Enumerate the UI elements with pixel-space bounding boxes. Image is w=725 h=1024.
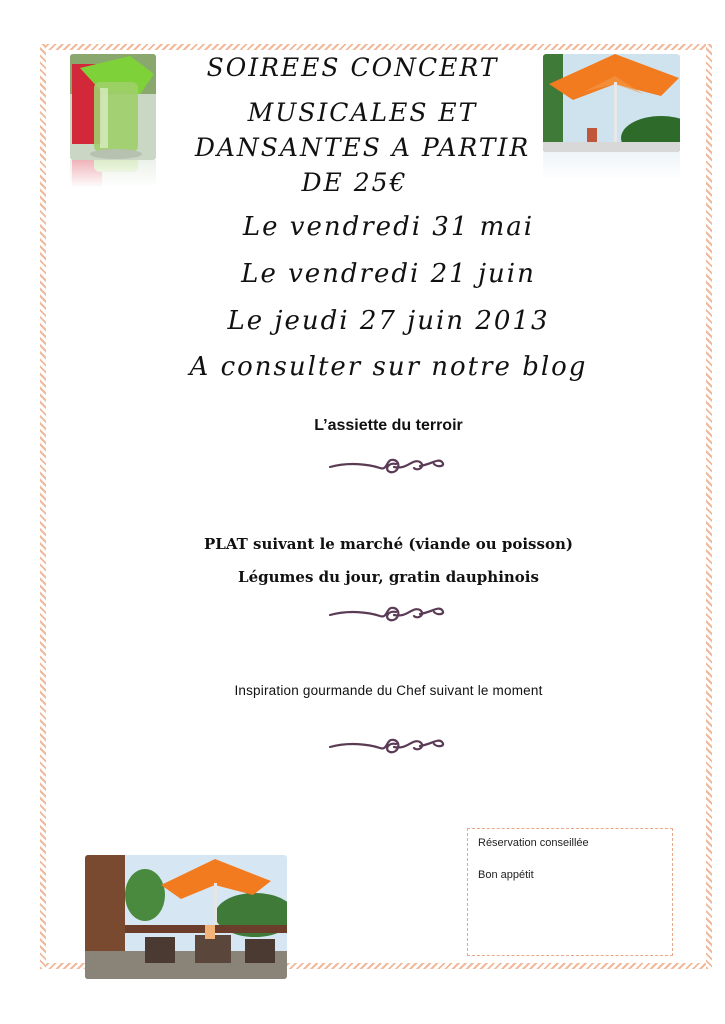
main-course-line-1: PLAT suivant le marché (viande ou poisson)	[204, 535, 573, 553]
greeting: Bon appétit	[478, 869, 534, 881]
ornament-divider-1	[328, 452, 448, 482]
header-line-1: SOIREES CONCERT	[206, 53, 499, 82]
ornament-divider-2	[328, 600, 448, 630]
starter: L’assiette du terroir	[314, 417, 463, 434]
blog-note: A consulter sur notre blog	[189, 352, 588, 382]
header-line-4: DE 25€	[301, 168, 408, 197]
header-line-3: DANSANTES A PARTIR	[194, 133, 531, 162]
header-line-2: MUSICALES ET	[247, 98, 478, 127]
main-course-line-2: Légumes du jour, gratin dauphinois	[238, 568, 539, 586]
date-3: Le jeudi 27 juin 2013	[227, 306, 550, 336]
ornament-divider-3	[328, 732, 448, 762]
date-1: Le vendredi 31 mai	[242, 212, 535, 242]
dessert: Inspiration gourmande du Chef suivant le moment	[234, 683, 543, 698]
reservation-box	[467, 828, 673, 956]
terrace-photo	[85, 855, 287, 979]
reservation-note: Réservation conseillée	[478, 837, 589, 849]
date-2: Le vendredi 21 juin	[241, 259, 536, 289]
